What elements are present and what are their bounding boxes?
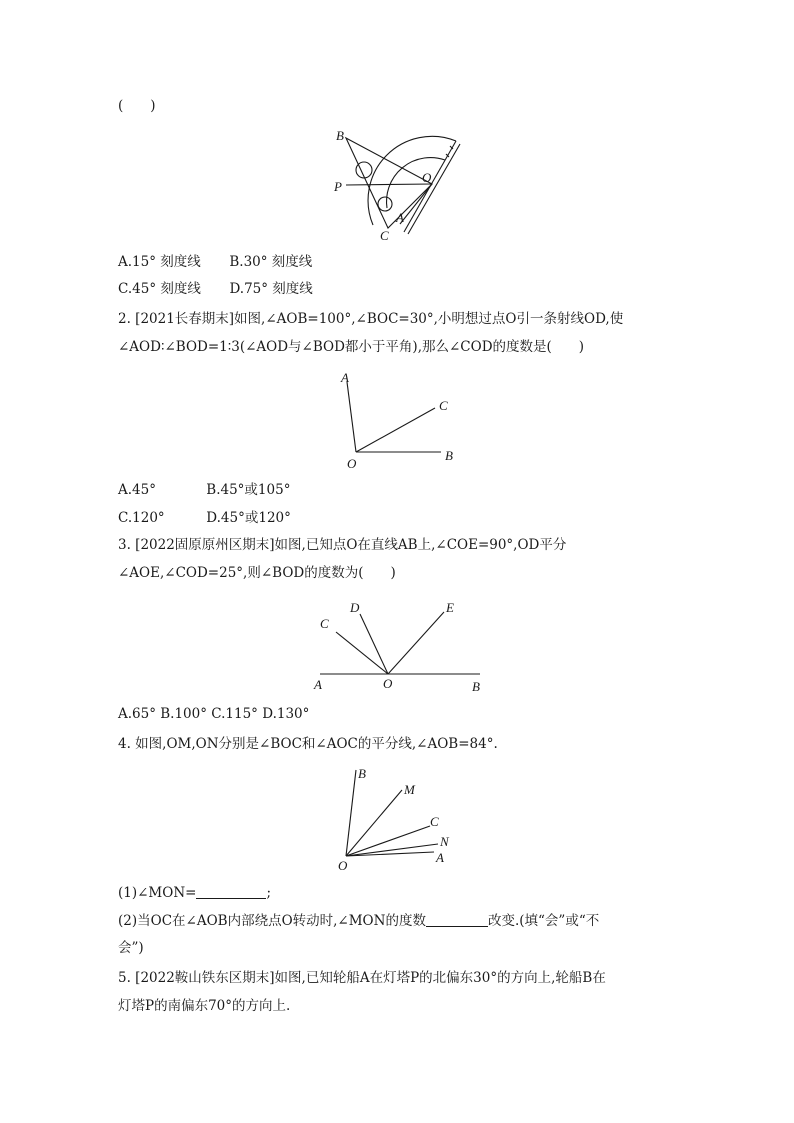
label-B: B bbox=[336, 128, 344, 143]
q4-part2-prompt: (2)当OC在∠AOB内部绕点O转动时,∠MON的度数 bbox=[118, 913, 426, 929]
q1-answer-bracket: ( ) bbox=[118, 98, 156, 114]
q2-stem-line1: 2. [2021长春期末]如图,∠AOB=100°,∠BOC=30°,小明想过点O引一条射线OD,使 bbox=[118, 311, 624, 327]
label-M: M bbox=[404, 782, 415, 797]
label-C: C bbox=[380, 228, 389, 243]
label-C: C bbox=[439, 398, 448, 413]
label-C: C bbox=[320, 616, 329, 631]
option-b[interactable]: B.45°或105° bbox=[206, 482, 291, 498]
q4-part2 bbox=[118, 912, 599, 930]
q3-figure bbox=[308, 598, 492, 698]
q2-figure bbox=[335, 364, 475, 474]
label-D: D bbox=[350, 600, 360, 615]
option-c[interactable]: C.45° 刻度线 bbox=[118, 281, 201, 297]
label-P: P bbox=[334, 179, 342, 194]
q1-options-row2 bbox=[118, 280, 313, 298]
q3-stem-line1: 3. [2022固原原州区期末]如图,已知点O在直线AB上,∠COE=90°,OD平分 bbox=[118, 537, 567, 553]
q4-part1 bbox=[118, 884, 271, 902]
q4-part2-cont: 会”) bbox=[118, 940, 144, 956]
q2-options-row2 bbox=[118, 509, 291, 527]
option-a[interactable]: A.15° 刻度线 bbox=[118, 254, 201, 270]
q2-stem-line2: ∠AOD∶∠BOD=1∶3(∠AOD与∠BOD都小于平角),那么∠COD的度数是( ) bbox=[118, 339, 585, 355]
label-E: E bbox=[446, 600, 454, 615]
q5-stem-line2: 灯塔P的南偏东70°的方向上. bbox=[118, 998, 291, 1014]
q3-options: A.65° B.100° C.115° D.130° bbox=[118, 706, 310, 722]
q3-stem-line2: ∠AOE,∠COD=25°,则∠BOD的度数为( ) bbox=[118, 565, 396, 581]
q1-figure bbox=[330, 124, 470, 244]
label-A: A bbox=[396, 210, 404, 225]
q5-stem-line1: 5. [2022鞍山铁东区期末]如图,已知轮船A在灯塔P的北偏东30°的方向上,轮船B在 bbox=[118, 970, 606, 986]
label-O: O bbox=[347, 456, 357, 471]
option-d[interactable]: D.45°或120° bbox=[206, 510, 291, 526]
option-b[interactable]: B.30° 刻度线 bbox=[229, 254, 313, 270]
q4-part1-end: ; bbox=[266, 885, 272, 901]
label-O: O bbox=[383, 676, 393, 691]
label-B: B bbox=[472, 679, 480, 694]
q4-part1-prompt: (1)∠MON= bbox=[118, 885, 197, 901]
q4-part2-end: 改变.(填“会”或“不 bbox=[487, 913, 600, 929]
label-B: B bbox=[445, 448, 453, 463]
q4-stem-line1: 4. 如图,OM,ON分别是∠BOC和∠AOC的平分线,∠AOB=84°. bbox=[118, 736, 498, 752]
q1-options-row1 bbox=[118, 253, 312, 271]
label-A: A bbox=[341, 370, 349, 385]
q4-figure bbox=[332, 764, 462, 876]
q2-options-row1 bbox=[118, 481, 290, 499]
label-N: N bbox=[440, 834, 449, 849]
label-A: A bbox=[314, 677, 322, 692]
q4-part2-answer-blank[interactable] bbox=[426, 912, 488, 927]
label-B: B bbox=[358, 766, 366, 781]
label-O: O bbox=[422, 170, 432, 185]
q4-part1-answer-blank[interactable] bbox=[196, 884, 266, 899]
label-A: A bbox=[436, 850, 444, 865]
option-c[interactable]: C.120° bbox=[118, 510, 165, 526]
label-O: O bbox=[338, 858, 348, 873]
option-a[interactable]: A.45° bbox=[118, 482, 156, 498]
label-C: C bbox=[430, 814, 439, 829]
option-d[interactable]: D.75° 刻度线 bbox=[229, 281, 313, 297]
